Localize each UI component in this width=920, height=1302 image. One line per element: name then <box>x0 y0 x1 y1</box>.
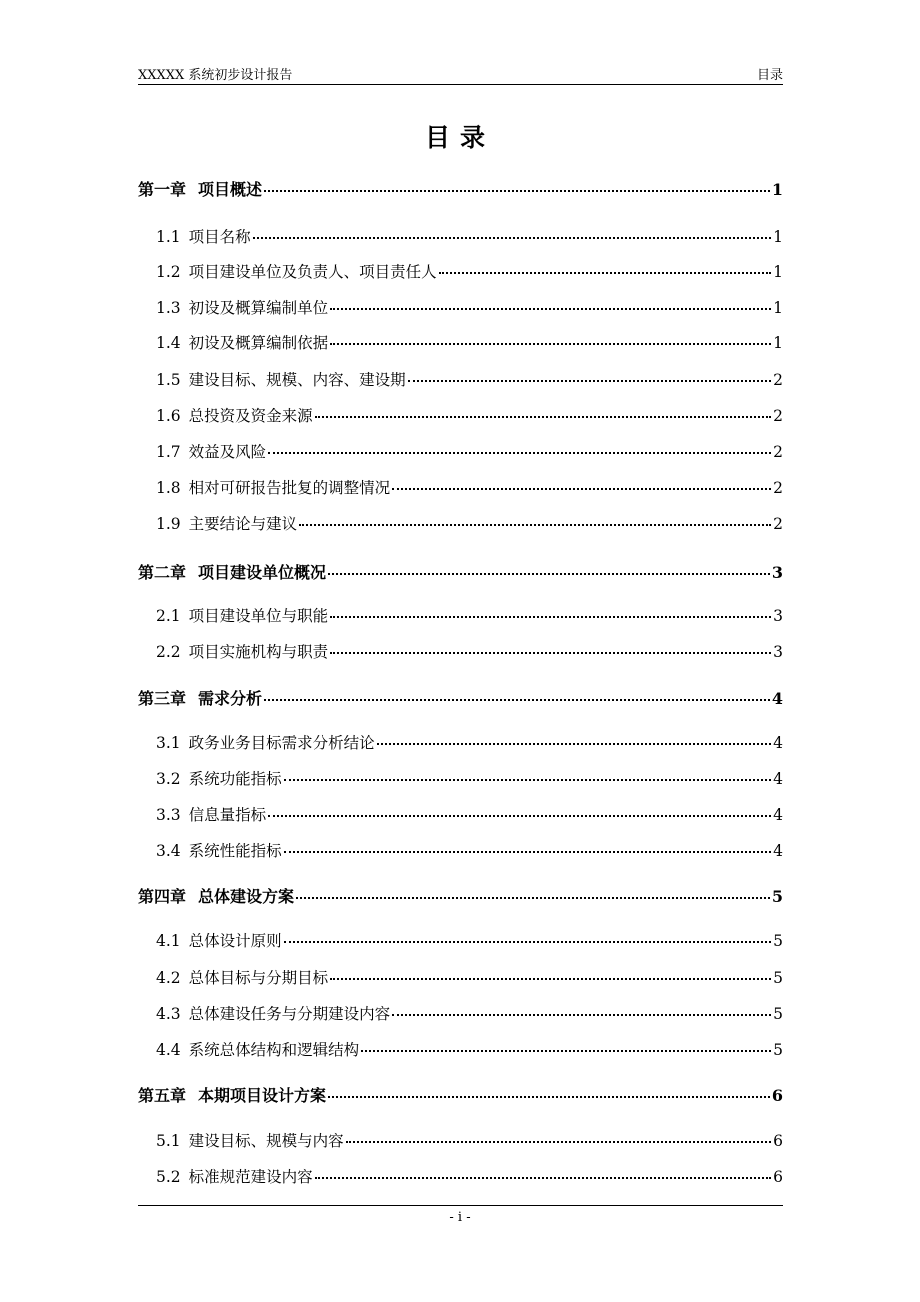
toc-entry-page-number: 6 <box>773 1132 783 1150</box>
toc-entry-label: 政务业务目标需求分析结论 <box>188 734 375 752</box>
toc-entry-label: 项目名称 <box>188 228 251 246</box>
toc-entry-number: 3.2 <box>156 770 181 788</box>
toc-entry-page-number: 2 <box>773 479 783 497</box>
toc-entry-page-number: 6 <box>773 1168 783 1186</box>
toc-section-entry[interactable] <box>138 476 783 498</box>
toc-section-entry[interactable] <box>138 1165 783 1187</box>
toc-entry-number: 第四章 <box>138 887 187 906</box>
toc-dot-leader <box>268 815 771 817</box>
toc-section-entry[interactable] <box>138 368 783 390</box>
toc-section-entry[interactable] <box>138 512 783 534</box>
toc-dot-leader <box>330 616 771 618</box>
toc-entry-label: 需求分析 <box>198 689 263 708</box>
toc-entry-page-number: 4 <box>771 689 783 708</box>
toc-entry-page-number: 2 <box>773 371 783 389</box>
toc-entry-page-number: 5 <box>773 969 783 987</box>
toc-dot-leader <box>284 851 771 853</box>
toc-entry-number: 2.2 <box>156 643 181 661</box>
toc-dot-leader <box>392 1014 771 1016</box>
toc-entry-label: 项目建设单位及负责人、项目责任人 <box>188 263 437 281</box>
toc-dot-leader <box>330 652 771 654</box>
toc-entry-label: 总体设计原则 <box>188 932 282 950</box>
toc-entry-label: 总体目标与分期目标 <box>188 969 329 987</box>
toc-entry-label: 总体建设方案 <box>198 887 295 906</box>
toc-dot-leader <box>299 524 771 526</box>
toc-section-entry[interactable] <box>138 966 783 988</box>
toc-entry-label: 总体建设任务与分期建设内容 <box>188 1005 391 1023</box>
toc-entry-number: 2.1 <box>156 607 181 625</box>
toc-chapter-entry[interactable] <box>138 686 783 709</box>
toc-dot-leader <box>264 699 770 701</box>
toc-dot-leader <box>330 978 771 980</box>
toc-section-entry[interactable] <box>138 225 783 247</box>
toc-section-entry[interactable] <box>138 604 783 626</box>
toc-section-entry[interactable] <box>138 803 783 825</box>
toc-entry-page-number: 2 <box>773 407 783 425</box>
toc-dot-leader <box>330 343 771 345</box>
toc-section-entry[interactable] <box>138 404 783 426</box>
toc-entry-label: 项目建设单位与职能 <box>188 607 329 625</box>
toc-entry-label: 本期项目设计方案 <box>198 1086 327 1105</box>
footer-rule <box>138 1205 783 1206</box>
toc-section-entry[interactable] <box>138 640 783 662</box>
page-number: - i - <box>449 1210 471 1225</box>
toc-dot-leader <box>264 190 770 192</box>
toc-entry-number: 4.3 <box>156 1005 181 1023</box>
toc-section-entry[interactable] <box>138 839 783 861</box>
toc-entry-page-number: 1 <box>773 334 783 352</box>
toc-entry-label: 系统功能指标 <box>188 770 282 788</box>
toc-entry-label: 效益及风险 <box>188 443 267 461</box>
header-document-title: XXXXX 系统初步设计报告 <box>138 68 293 83</box>
toc-chapter-entry[interactable] <box>138 560 783 583</box>
toc-dot-leader <box>315 416 771 418</box>
toc-entry-label: 系统总体结构和逻辑结构 <box>188 1041 360 1059</box>
toc-entry-number: 第三章 <box>138 689 187 708</box>
toc-entry-number: 3.1 <box>156 734 181 752</box>
toc-section-entry[interactable] <box>138 1002 783 1024</box>
toc-entry-label: 项目概述 <box>198 180 263 199</box>
toc-section-entry[interactable] <box>138 440 783 462</box>
toc-dot-leader <box>377 743 771 745</box>
toc-entry-number: 1.3 <box>156 299 181 317</box>
toc-entry-page-number: 5 <box>773 1041 783 1059</box>
toc-entry-number: 5.1 <box>156 1132 181 1150</box>
toc-entry-number: 3.3 <box>156 806 181 824</box>
toc-entry-number: 第一章 <box>138 180 187 199</box>
toc-dot-leader <box>284 779 771 781</box>
toc-dot-leader <box>408 380 771 382</box>
table-of-contents <box>138 0 783 1302</box>
toc-entry-page-number: 2 <box>773 443 783 461</box>
toc-section-entry[interactable] <box>138 767 783 789</box>
toc-entry-page-number: 4 <box>773 806 783 824</box>
toc-entry-number: 4.1 <box>156 932 181 950</box>
toc-entry-page-number: 1 <box>771 180 783 199</box>
toc-entry-page-number: 5 <box>773 932 783 950</box>
toc-section-entry[interactable] <box>138 296 783 318</box>
toc-dot-leader <box>439 272 771 274</box>
toc-chapter-entry[interactable] <box>138 884 783 907</box>
toc-section-entry[interactable] <box>138 929 783 951</box>
toc-dot-leader <box>392 488 771 490</box>
toc-entry-page-number: 4 <box>773 842 783 860</box>
toc-entry-label: 项目实施机构与职责 <box>188 643 329 661</box>
toc-entry-page-number: 3 <box>773 643 783 661</box>
toc-dot-leader <box>328 573 770 575</box>
toc-entry-label: 建设目标、规模、内容、建设期 <box>188 371 406 389</box>
toc-entry-label: 信息量指标 <box>188 806 267 824</box>
toc-entry-page-number: 4 <box>773 770 783 788</box>
toc-chapter-entry[interactable] <box>138 177 783 200</box>
toc-entry-label: 项目建设单位概况 <box>198 563 327 582</box>
toc-entry-number: 1.8 <box>156 479 181 497</box>
toc-entry-number: 1.4 <box>156 334 181 352</box>
toc-dot-leader <box>330 308 771 310</box>
toc-entry-number: 3.4 <box>156 842 181 860</box>
toc-entry-label: 相对可研报告批复的调整情况 <box>188 479 391 497</box>
toc-entry-page-number: 1 <box>773 263 783 281</box>
toc-entry-page-number: 1 <box>773 299 783 317</box>
toc-section-entry[interactable] <box>138 1129 783 1151</box>
toc-entry-page-number: 2 <box>773 515 783 533</box>
toc-dot-leader <box>253 237 771 239</box>
toc-section-entry[interactable] <box>138 1038 783 1060</box>
toc-chapter-entry[interactable] <box>138 1083 783 1106</box>
toc-entry-number: 1.7 <box>156 443 181 461</box>
toc-entry-label: 初设及概算编制依据 <box>188 334 329 352</box>
toc-entry-page-number: 3 <box>773 607 783 625</box>
toc-entry-number: 第二章 <box>138 563 187 582</box>
toc-section-entry[interactable] <box>138 260 783 282</box>
toc-dot-leader <box>268 452 771 454</box>
toc-dot-leader <box>284 941 771 943</box>
toc-entry-number: 1.2 <box>156 263 181 281</box>
toc-entry-page-number: 5 <box>773 1005 783 1023</box>
toc-entry-page-number: 5 <box>771 887 783 906</box>
page-title: 目录 <box>424 123 495 152</box>
toc-entry-label: 系统性能指标 <box>188 842 282 860</box>
toc-dot-leader <box>328 1096 770 1098</box>
toc-entry-number: 1.1 <box>156 228 181 246</box>
toc-entry-label: 主要结论与建议 <box>188 515 298 533</box>
toc-dot-leader <box>315 1177 771 1179</box>
toc-entry-number: 4.4 <box>156 1041 181 1059</box>
toc-entry-number: 1.9 <box>156 515 181 533</box>
toc-section-entry[interactable] <box>138 331 783 353</box>
toc-entry-label: 标准规范建设内容 <box>188 1168 313 1186</box>
toc-entry-number: 4.2 <box>156 969 181 987</box>
toc-entry-number: 第五章 <box>138 1086 187 1105</box>
toc-entry-number: 5.2 <box>156 1168 181 1186</box>
toc-dot-leader <box>346 1141 771 1143</box>
header-section-name: 目录 <box>756 68 783 83</box>
toc-entry-number: 1.5 <box>156 371 181 389</box>
toc-entry-label: 建设目标、规模与内容 <box>188 1132 344 1150</box>
toc-entry-number: 1.6 <box>156 407 181 425</box>
toc-dot-leader <box>361 1050 771 1052</box>
toc-entry-page-number: 3 <box>771 563 783 582</box>
toc-entry-page-number: 6 <box>771 1086 783 1105</box>
toc-entry-page-number: 1 <box>773 228 783 246</box>
toc-entry-page-number: 4 <box>773 734 783 752</box>
toc-dot-leader <box>296 897 770 899</box>
toc-entry-label: 总投资及资金来源 <box>188 407 313 425</box>
toc-section-entry[interactable] <box>138 731 783 753</box>
toc-entry-label: 初设及概算编制单位 <box>188 299 329 317</box>
